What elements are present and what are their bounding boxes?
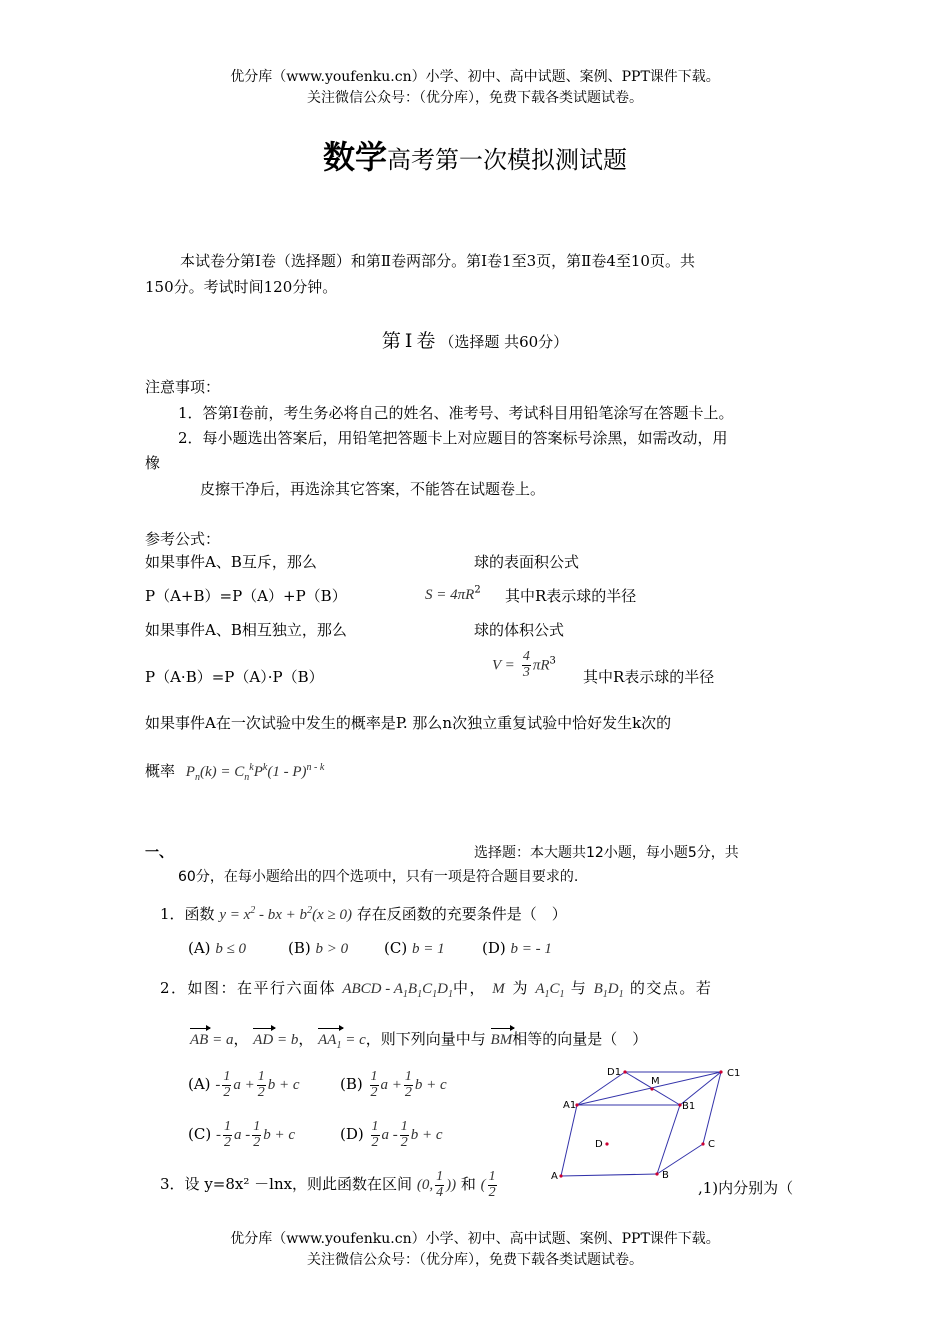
part1-line2: 60分，在每小题给出的四个选项中，只有一项是符合题目要求的.: [178, 869, 579, 885]
q2-line1: 2．如图：在平行六面体 ABCD - $A_1B_1C_1D_1$中， M 为 $A_1C_1$ 与 $B_1D_1$ 的交点。若: [160, 979, 713, 1000]
edge-b1-b: [657, 1105, 680, 1174]
intro-line2: 150分。考试时间120分钟。: [145, 278, 338, 296]
label-a: A: [551, 1171, 558, 1182]
q1-b-expr: b > 0: [315, 941, 349, 957]
q1-d-label: (D): [482, 939, 506, 957]
formula-l1: 如果事件A、B互斥，那么: [145, 553, 317, 571]
notes-item2c: 皮擦干净后，再选涂其它答案，不能答在试题卷上。: [200, 480, 546, 498]
label-b: B: [662, 1170, 669, 1181]
q2-num: 2．: [160, 979, 188, 997]
label-b1: B1: [682, 1101, 696, 1112]
sphere-area-formula: $S = 4\pi R^2$: [425, 584, 481, 603]
formula-l3: 如果事件A、B相互独立，那么: [145, 621, 347, 639]
q2-line2: AB = a， AD = b， $AA_1 = c$，则下列向量中与 BM相等的向量是（ ）: [190, 1030, 648, 1051]
q2-d-label: (D): [340, 1125, 364, 1144]
label-c1: C1: [727, 1068, 741, 1079]
q2-t4: 与: [570, 979, 588, 997]
formula-l5: 如果事件A在一次试验中发生的概率是P. 那么n次独立重复试验中恰好发生k次的: [145, 714, 672, 732]
q1-c-expr: b = 1: [411, 941, 445, 957]
diag-a1-c1: [577, 1072, 721, 1105]
page-title: [0, 132, 950, 178]
edge-a-b: [561, 1174, 657, 1176]
sphere-volume-formula: V = $\frac{4}{3}$ $\pi R^3$: [492, 649, 556, 680]
header-line1: 优分库（www.youfenku.cn）小学、初中、高中试题、案例、PPT课件下载。: [230, 69, 720, 85]
q1-pre: 函数: [184, 905, 215, 923]
sphere-area-expr: S = 4πR: [425, 587, 475, 603]
label-d: D: [595, 1139, 603, 1150]
q1-post: 存在反函数的充要条件是（ ）: [356, 905, 567, 923]
q1-c-label: (C): [384, 939, 408, 957]
q1-a-expr: b ≤ 0: [215, 941, 247, 957]
q1-option-a: [188, 939, 246, 958]
notes-heading: 注意事项：: [145, 378, 221, 396]
label-m: M: [651, 1076, 660, 1087]
title-bold: 数学: [322, 138, 387, 176]
q2-option-d: (D) $\frac{1}{2}$ a - $\frac{1}{2}$ b + c: [340, 1119, 443, 1150]
q3-and: 和: [460, 1175, 476, 1194]
edge-a1-a: [561, 1105, 577, 1176]
q3-num: 3．: [160, 1175, 185, 1194]
q1-num: 1．: [160, 905, 185, 923]
q3-text: 设 y=8x² －lnx，则此函数在区间: [184, 1175, 413, 1194]
footer-line2: 关注微信公众号：（优分库），免费下载各类试题试卷。: [307, 1252, 643, 1268]
q1-option-c: [384, 939, 445, 958]
intro-line1: 本试卷分第Ⅰ卷（选择题）和第Ⅱ卷两部分。第Ⅰ卷1至3页，第Ⅱ卷4至10页。共: [180, 252, 695, 270]
notes-item2a: 2．每小题选出答案后，用铅笔把答题卡上对应题目的答案标号涂黑，如需改动，用: [178, 429, 728, 447]
vol-den: 3: [522, 664, 530, 680]
formula-l4: P（A·B）=P（A）·P（B）: [145, 668, 324, 686]
vol-right: πR: [532, 657, 550, 674]
q1-b-label: (B): [288, 939, 311, 957]
vol-num: 4: [522, 649, 530, 664]
vol-left: V =: [492, 657, 515, 674]
q2-b-label: (B): [340, 1075, 363, 1094]
header-line2: 关注微信公众号：（优分库），免费下载各类试题试卷。: [307, 90, 643, 106]
q2-line2-end: 相等的向量是（ ）: [512, 1030, 648, 1048]
q1-a-label: (A): [188, 939, 211, 957]
section1-title: 第Ⅰ卷: [381, 330, 440, 352]
notes-item2b: 橡: [145, 454, 161, 472]
part1-num: 一、: [145, 845, 173, 861]
label-a1: A1: [563, 1100, 577, 1111]
parallelepiped-figure: [545, 1060, 755, 1190]
q1: 1．函数 $y = x^2$ - bx + $b^2(x \ge 0)$ 存在反函数的充要条件是（ ）: [160, 905, 567, 923]
footer-line1: 优分库（www.youfenku.cn）小学、初中、高中试题、案例、PPT课件下载。: [230, 1231, 720, 1247]
q1-option-b: [288, 939, 348, 958]
q2-c-label: (C): [188, 1125, 212, 1144]
q3-tail: ,1)内分别为（: [698, 1179, 794, 1197]
formula-r4: 其中R表示球的半径: [583, 668, 715, 686]
q2-t5: 的交点。若: [629, 979, 713, 997]
q1-d-expr: b = - 1: [510, 941, 552, 957]
part1-line1: 选择题：本大题共12小题，每小题5分，共: [474, 845, 739, 861]
notes-item1: 1．答第Ⅰ卷前，考生务必将自己的姓名、准考号、考试科目用铅笔涂写在答题卡上。: [178, 404, 734, 422]
edge-c1-c: [703, 1072, 721, 1144]
q2-t1: 如图：在平行六面体: [187, 979, 337, 997]
label-c: C: [708, 1139, 715, 1150]
label-d1: D1: [607, 1067, 622, 1078]
title-rest: 高考第一次模拟测试题: [387, 146, 627, 174]
formula-r1: 球的表面积公式: [474, 553, 580, 571]
q2-t3: 为: [512, 979, 530, 997]
section1-sub: （选择题 共60分）: [439, 333, 569, 351]
formula-r3: 球的体积公式: [474, 621, 565, 639]
formula-l2: P（A+B）=P（A）+P（B）: [145, 587, 347, 605]
q2-line2-post: ，则下列向量中与: [365, 1030, 486, 1048]
q3: 3．设 y=8x² －lnx，则此函数在区间 (0, $\frac{1}{4}$ )) 和 ( $\frac{1}{2}$: [160, 1169, 496, 1200]
formulas-heading: 参考公式：: [145, 530, 221, 548]
q2-option-c: (C) - $\frac{1}{2}$ a - $\frac{1}{2}$ b + c: [188, 1119, 295, 1150]
formula-l6: 概率 $P_n(k) = C_n^kP^k(1 - P)^{n - k}$: [145, 762, 325, 783]
section1-heading: [0, 326, 950, 353]
q2-option-b: (B) $\frac{1}{2}$ a + $\frac{1}{2}$ b + c: [340, 1069, 447, 1100]
formula-l6-label: 概率: [145, 762, 176, 780]
q2-option-a: (A) - $\frac{1}{2}$ a + $\frac{1}{2}$ b + c: [188, 1069, 300, 1100]
q2-t2: 中，: [452, 979, 486, 997]
q1-option-d: [482, 939, 552, 958]
q2-a-label: (A): [188, 1075, 211, 1094]
formula-r2: 其中R表示球的半径: [505, 587, 637, 605]
